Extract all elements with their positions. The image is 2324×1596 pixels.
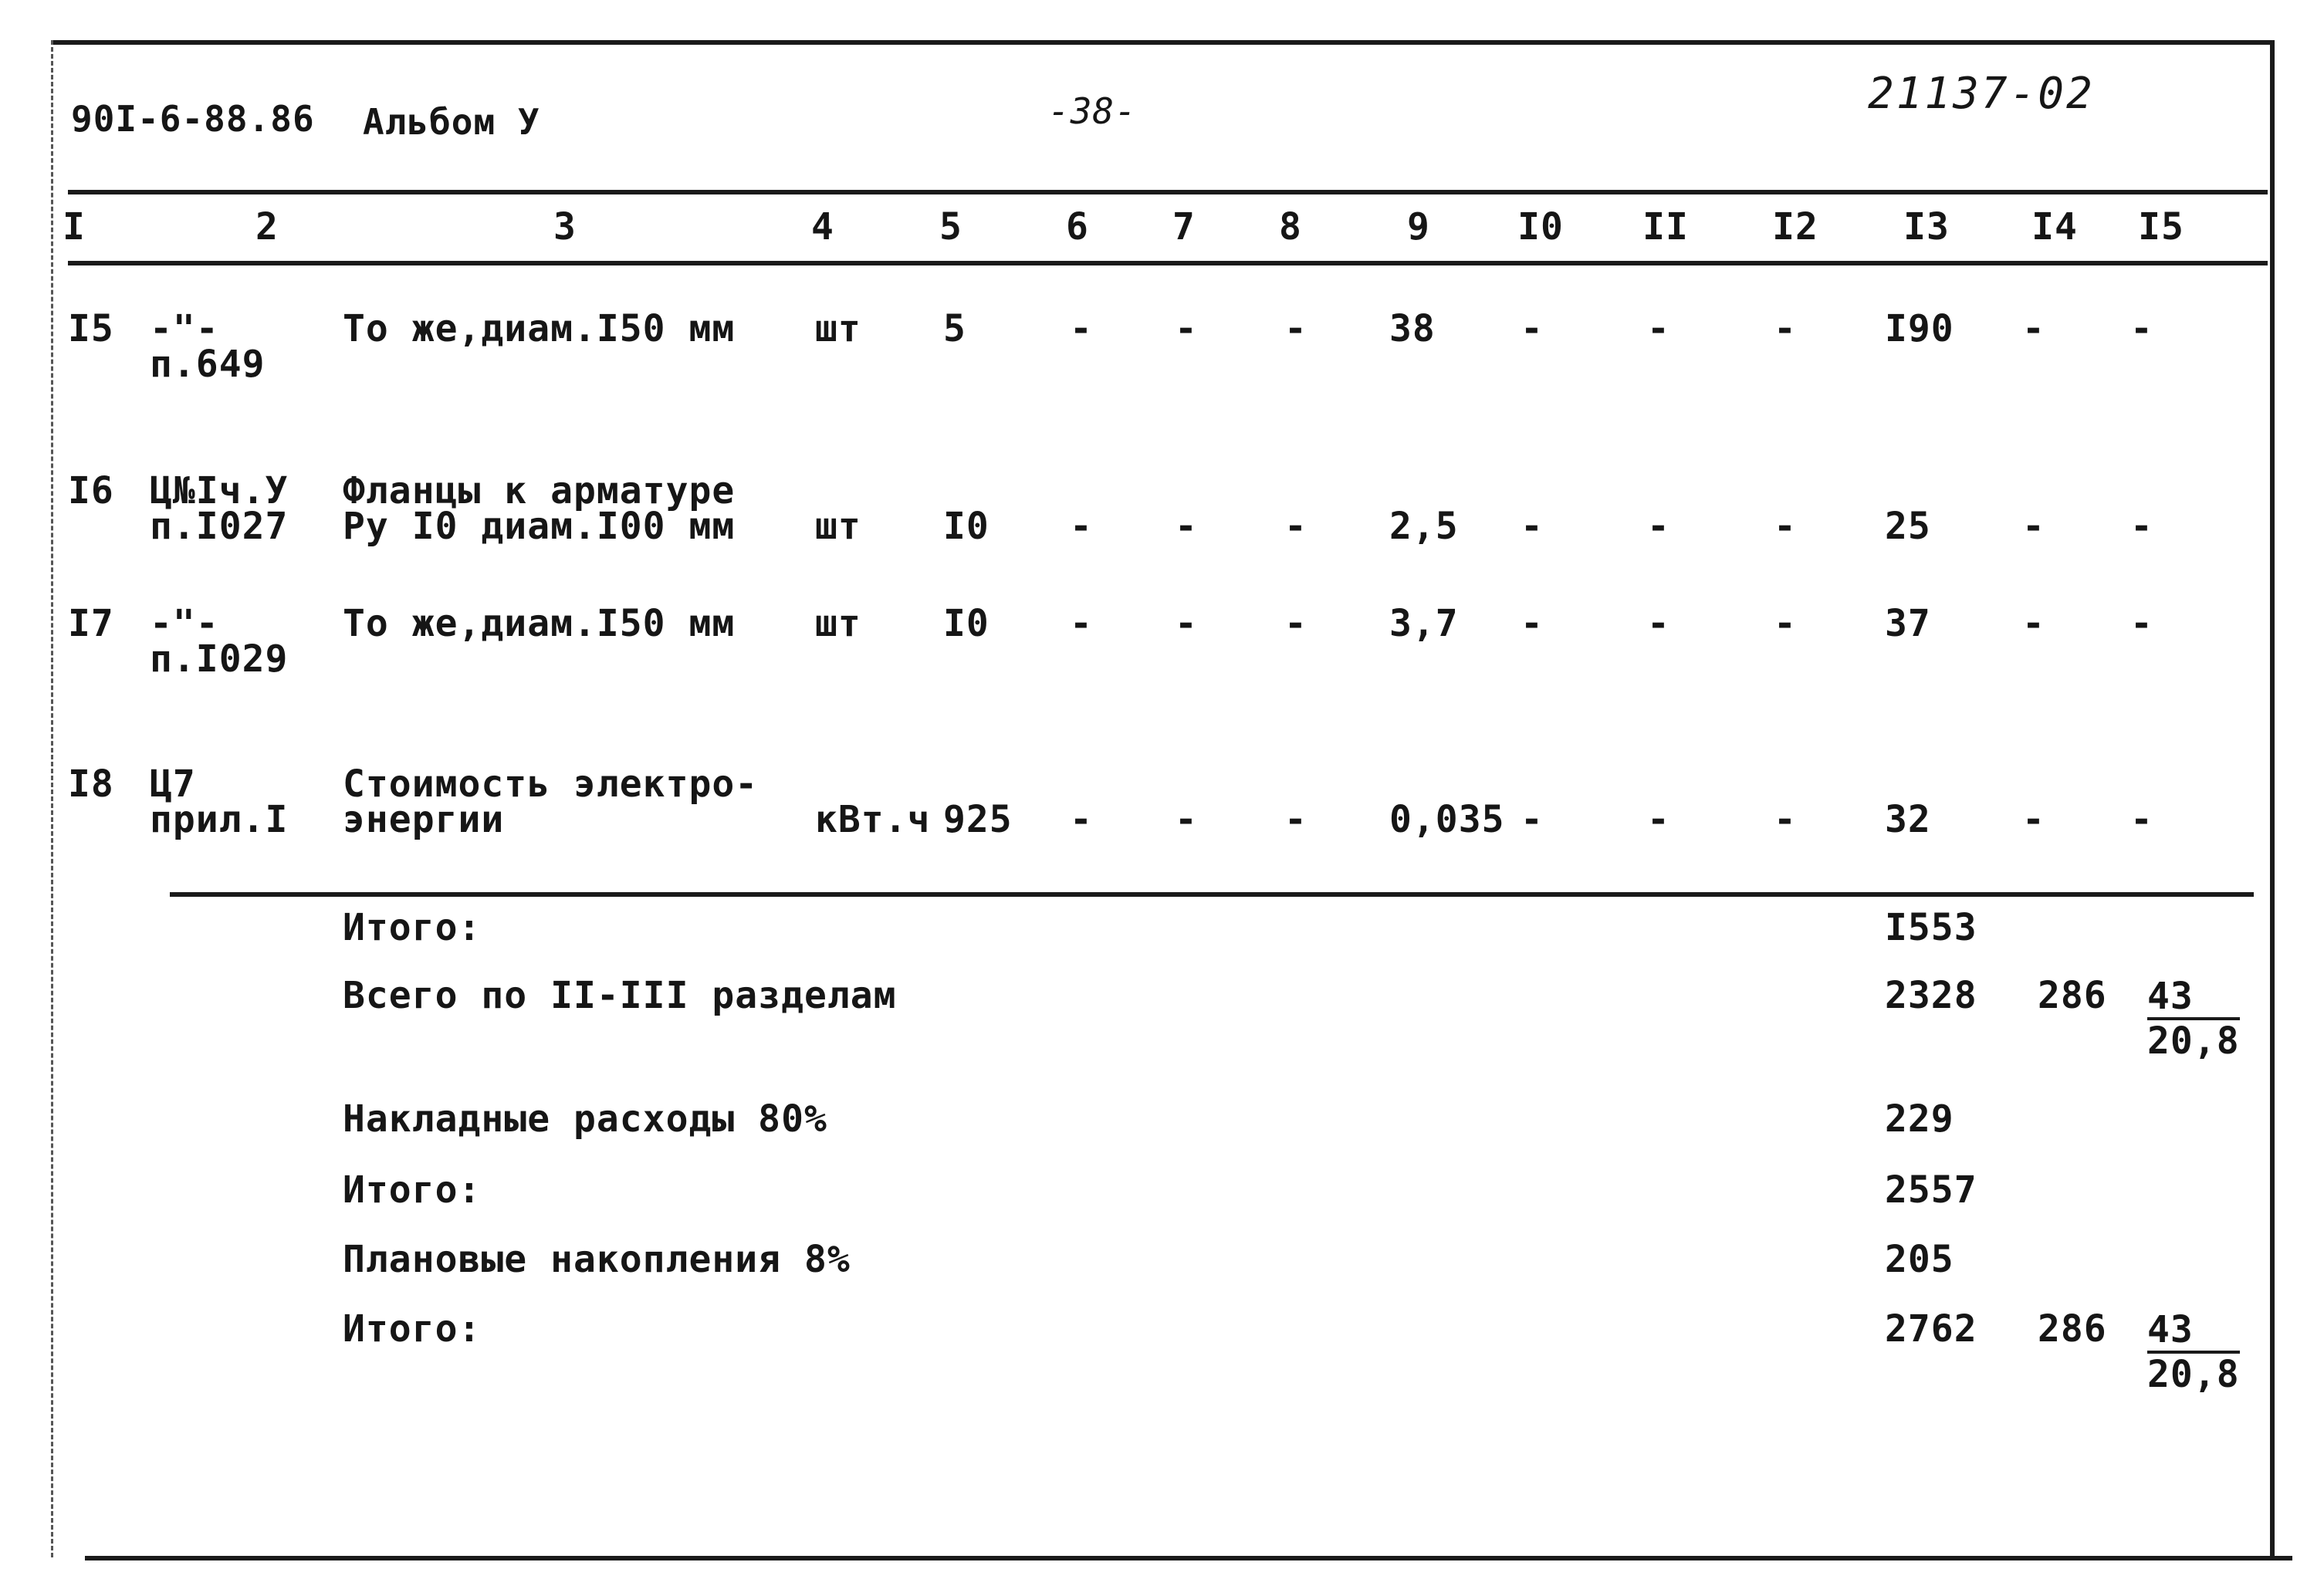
column-header-5: 5: [939, 205, 962, 249]
row-cell-total: 32: [1885, 798, 1931, 841]
row-cell-c14: -: [2022, 798, 2045, 841]
row-cell-c6: -: [1070, 505, 1093, 548]
row-cell-unit: кВт.ч: [815, 798, 931, 841]
row-cell-unit: шт: [815, 602, 861, 645]
row-cell-c8: -: [1284, 798, 1307, 841]
totals-col15-fraction: [2147, 1309, 2240, 1395]
totals-col13: 2557: [1885, 1168, 1977, 1212]
totals-col13: I553: [1885, 906, 1977, 949]
row-cell-c15: -: [2130, 798, 2153, 841]
column-header-11: II: [1642, 205, 1689, 249]
row-number: I7: [68, 602, 114, 645]
row-reference-line: п.649: [150, 343, 266, 386]
row-cell-c11: -: [1647, 798, 1670, 841]
row-cell-total: 37: [1885, 602, 1931, 645]
column-header-1: I: [63, 205, 86, 249]
row-cell-price: 3,7: [1389, 602, 1459, 645]
row-cell-price: 2,5: [1389, 505, 1459, 548]
totals-label: Накладные расходы 80%: [343, 1097, 827, 1141]
row-cell-unit: шт: [815, 307, 861, 350]
row-cell-c10: -: [1521, 505, 1544, 548]
totals-col13: 2328: [1885, 974, 1977, 1017]
row-cell-c12: -: [1774, 798, 1797, 841]
header-rule-bottom: [68, 261, 2268, 265]
column-header-3: 3: [553, 205, 577, 249]
row-cell-c15: -: [2130, 505, 2153, 548]
column-header-8: 8: [1279, 205, 1302, 249]
row-cell-c15: -: [2130, 307, 2153, 350]
row-cell-c8: -: [1284, 505, 1307, 548]
row-cell-c7: -: [1175, 307, 1198, 350]
sheet-code: 21137-02: [1868, 69, 2095, 119]
row-cell-c7: -: [1175, 602, 1198, 645]
row-number: I5: [68, 307, 114, 350]
row-cell-qty: 5: [943, 307, 966, 350]
row-cell-price: 0,035: [1389, 798, 1505, 841]
row-cell-total: I90: [1885, 307, 1954, 350]
totals-col13: 205: [1885, 1238, 1954, 1281]
row-cell-qty: I0: [943, 505, 989, 548]
document-code: 90I-6-88.86: [71, 98, 315, 140]
totals-col14: 286: [2038, 1307, 2107, 1351]
row-cell-c6: -: [1070, 798, 1093, 841]
totals-col15-fraction: [2147, 976, 2240, 1062]
page-number: -38-: [1048, 90, 1137, 132]
column-header-13: I3: [1903, 205, 1950, 249]
row-cell-c10: -: [1521, 602, 1544, 645]
totals-col13: 2762: [1885, 1307, 1977, 1351]
album-label: Альбом У: [363, 101, 540, 143]
row-reference-line: -"-: [150, 602, 219, 645]
totals-label: Итого:: [343, 1168, 482, 1212]
row-cell-qty: 925: [943, 798, 1013, 841]
frame-bottom-border: [85, 1556, 2292, 1560]
row-cell-c15: -: [2130, 602, 2153, 645]
column-header-10: I0: [1517, 205, 1564, 249]
column-header-12: I2: [1772, 205, 1818, 249]
row-cell-c12: -: [1774, 505, 1797, 548]
header-rule-top: [68, 190, 2268, 194]
column-header-14: I4: [2031, 205, 2078, 249]
totals-col13: 229: [1885, 1097, 1954, 1141]
row-name-line: Фланцы к арматуре: [343, 469, 736, 512]
column-header-6: 6: [1066, 205, 1089, 249]
totals-col15-numerator: 43: [2147, 1309, 2240, 1354]
totals-col15-denominator: 20,8: [2147, 1019, 2240, 1063]
row-reference-line: прил.I: [150, 798, 289, 841]
row-cell-c14: -: [2022, 602, 2045, 645]
totals-col15-numerator: 43: [2147, 976, 2240, 1020]
row-cell-c11: -: [1647, 307, 1670, 350]
row-reference-line: Ц7: [150, 762, 196, 806]
row-cell-c7: -: [1175, 798, 1198, 841]
row-name-line: То же,диам.I50 мм: [343, 307, 736, 350]
column-header-4: 4: [811, 205, 834, 249]
row-cell-c12: -: [1774, 307, 1797, 350]
totals-label: Итого:: [343, 906, 482, 949]
row-cell-c8: -: [1284, 602, 1307, 645]
row-name-line: энергии: [343, 798, 505, 841]
row-cell-c11: -: [1647, 602, 1670, 645]
row-cell-price: 38: [1389, 307, 1436, 350]
row-cell-c6: -: [1070, 307, 1093, 350]
row-reference-line: Ц№Iч.У: [150, 469, 289, 512]
frame-top-border: [51, 40, 2274, 45]
row-cell-c14: -: [2022, 505, 2045, 548]
row-cell-c8: -: [1284, 307, 1307, 350]
totals-col14: 286: [2038, 974, 2107, 1017]
totals-label: Всего по II-III разделам: [343, 974, 897, 1017]
row-reference-line: п.I027: [150, 505, 289, 548]
row-cell-c11: -: [1647, 505, 1670, 548]
row-cell-c14: -: [2022, 307, 2045, 350]
row-cell-c7: -: [1175, 505, 1198, 548]
row-cell-c10: -: [1521, 307, 1544, 350]
row-reference-line: п.I029: [150, 637, 289, 681]
row-cell-c6: -: [1070, 602, 1093, 645]
row-name-line: То же,диам.I50 мм: [343, 602, 736, 645]
row-number: I6: [68, 469, 114, 512]
frame-left-border: [51, 40, 53, 1557]
row-number: I8: [68, 762, 114, 806]
column-header-7: 7: [1172, 205, 1196, 249]
row-reference-line: -"-: [150, 307, 219, 350]
row-cell-c12: -: [1774, 602, 1797, 645]
row-cell-c10: -: [1521, 798, 1544, 841]
frame-right-border: [2270, 40, 2275, 1557]
row-cell-qty: I0: [943, 602, 989, 645]
totals-label: Плановые накопления 8%: [343, 1238, 851, 1281]
totals-rule: [170, 892, 2254, 897]
totals-col15-denominator: 20,8: [2147, 1353, 2240, 1396]
column-header-15: I5: [2138, 205, 2184, 249]
row-name-line: Ру I0 диам.I00 мм: [343, 505, 736, 548]
totals-label: Итого:: [343, 1307, 482, 1351]
column-header-9: 9: [1407, 205, 1430, 249]
row-cell-unit: шт: [815, 505, 861, 548]
column-header-2: 2: [255, 205, 279, 249]
row-name-line: Стоимость электро-: [343, 762, 759, 806]
row-cell-total: 25: [1885, 505, 1931, 548]
